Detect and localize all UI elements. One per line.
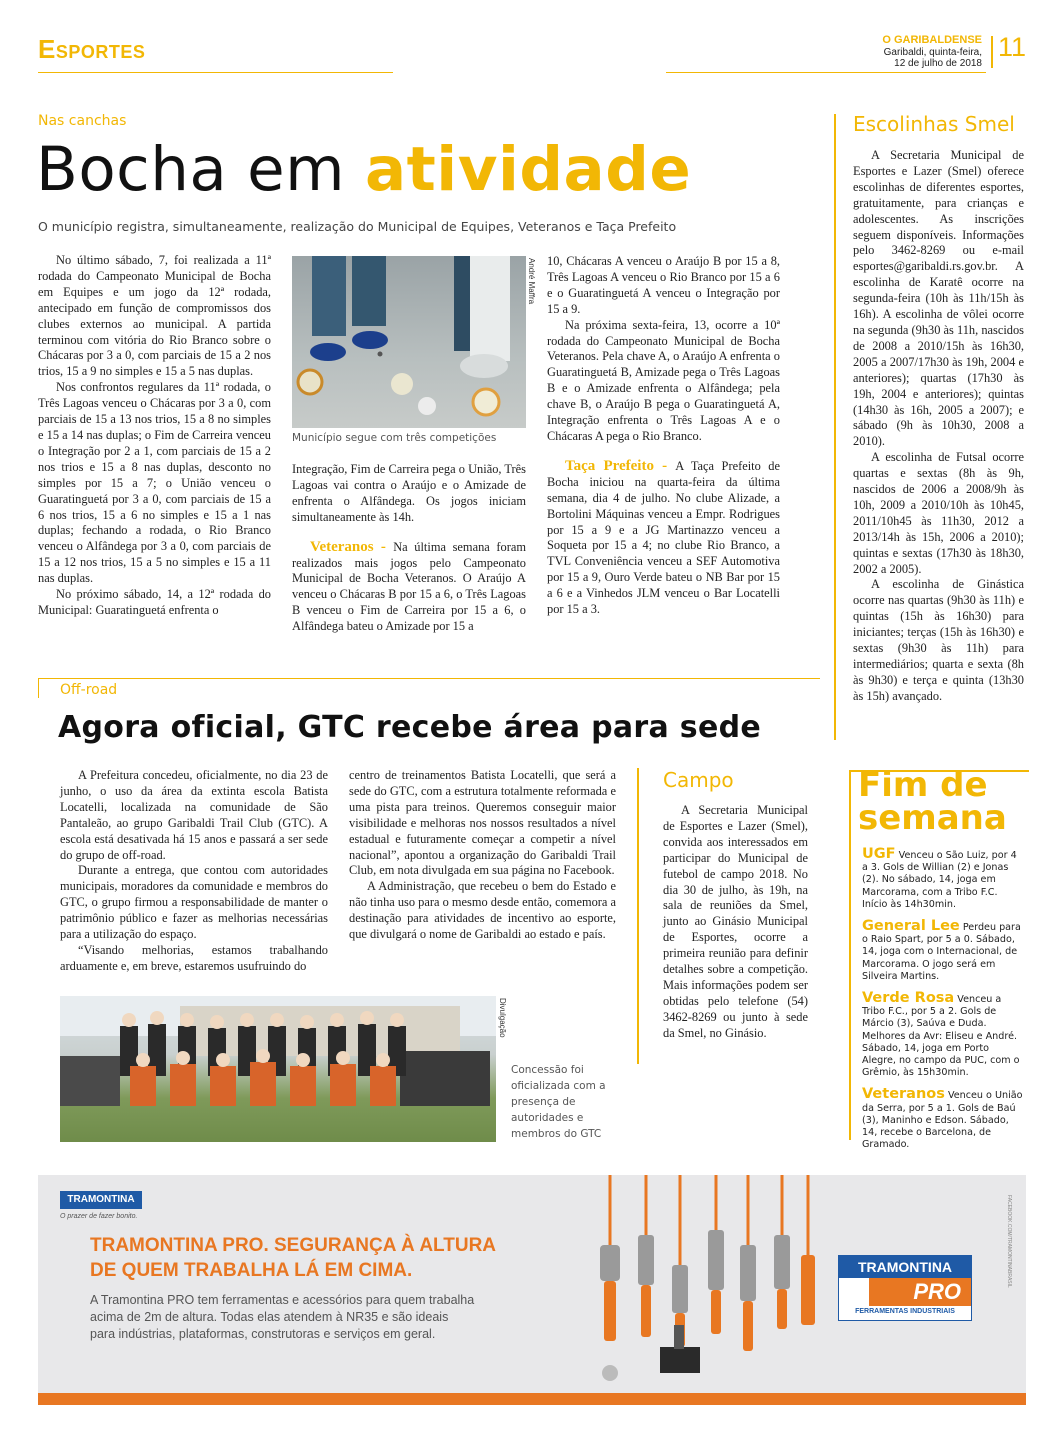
campo-rule — [637, 768, 639, 1064]
fim-de-semana-list — [862, 848, 1024, 1160]
escolinhas-paragraph: A escolinha de Futsal ocorre quartas e sextas (8h às 9h, nascidos de 2006 a 2008/9h às 10h, 2009 a 2010/10h às 10h45, 2011/10h45 às 11h30, 2012 a 2013/14h às 15h, 2006 a 2010); quintas e sextas (17h30 às 18h30, 2002 a 2005). — [853, 450, 1024, 576]
tramontina-ad[interactable] — [38, 1175, 1026, 1405]
article1-paragraph: Nos confrontos regulares da 11ª rodada, o Três Lagoas venceu o Chácaras por 3 a 0, com parciais de 15 a 13 nos trios, 15 a 8 no simples e 15 a 14 nas duplas; o Fim de Carreira venceu o Integração por 2 a 1, com parciais de 15 a 2 nos trios e 15 a 8 nas duplas, desconto no simples por 15 a 7; o União venceu o Guaratinguetá por 3 a 0, com parciais de 15 a 6 nos trios, 15 a 6 no simples e 15 a 1 nas duplas; fechando a rodada, o Rio Branco venceu o Alfândega por 3 a 0, com parciais de 15 a 12 nos trios, 15 a 5 no simples e 15 a 11 nas duplas. — [38, 380, 271, 586]
ad-pro-logo-top: TRAMONTINA — [839, 1256, 971, 1278]
article1-paragraph — [547, 459, 780, 618]
ad-body — [90, 1292, 474, 1343]
bocha-photo-illustration — [292, 256, 526, 428]
dateline — [800, 47, 982, 69]
fim-de-semana-item — [862, 992, 1024, 1079]
escolinhas-rule — [834, 114, 836, 740]
article1-paragraph: Integração, Fim de Carreira pega o União, Três Lagoas vai contra o Araújo e o Amizade de enfrenta o Alfândega. Os jogos iniciam simultaneamente às 14h. — [292, 462, 526, 524]
article2-paragraph: centro de treinamentos Batista Locatelli, que será a sede do GTC, com a estrutura totalmente reformada e uma pista para treinos. Queremos conseguir maior visibilidade e melhoras nos nossos resultados a nível estadual e futuramente começar a competir a nível nacional”, apontou a organização do Garibaldi Trail Club, em nota divulgada em sua página no Facebook. — [349, 768, 616, 878]
article1-subtitle: O município registra, simultaneamente, realização do Municipal de Equipes, Veteranos e Taça Prefeito — [38, 219, 677, 234]
campo-text — [663, 803, 808, 1042]
taca-subhead: Taça Prefeito - — [565, 457, 676, 474]
escolinhas-title: Escolinhas Smel — [853, 112, 1015, 136]
article2-paragraph: Durante a entrega, que contou com autoridades municipais, moradores da comunidade e membros do GTC, o grupo firmou a responsabilidade de manter o patrimônio público e fazer as melhorias necessárias para a utilização do espaço. — [60, 863, 328, 942]
bocha-photo-caption: Município segue com três competições — [292, 432, 497, 444]
ad-pro-logo-sub: FERRAMENTAS INDUSTRIAIS — [855, 1308, 955, 1315]
ad-pro-logo — [838, 1255, 972, 1321]
article1-kicker: Nas canchas — [38, 113, 127, 129]
bocha-photo — [292, 256, 526, 428]
article2-column-2 — [349, 768, 616, 943]
fim-de-semana-title-2: semana — [858, 798, 1007, 838]
team-result: Perdeu para o Raio Spart, por 5 a 0. Sábado, 14, joga com o Internacional, de Marcorama. O jogo será em Silveira Martins. — [862, 922, 1021, 982]
gtc-photo-caption: Concessão foi oficializada com a presença de autoridades e membros do GTC — [511, 1064, 606, 1140]
ad-side-text: FACEBOOK.COM/TRAMONTINABRASIL — [1006, 1195, 1012, 1288]
ad-headline — [90, 1233, 496, 1283]
fim-de-semana-title — [858, 765, 1007, 838]
article2-paragraph: A Prefeitura concedeu, oficialmente, no dia 23 de junho, o uso da área da extinta escola Batista Locatelli, localizada na comunidade de São Pantaleão, ao grupo Garibaldi Trail Club (GTC). A escola está desativada há 15 anos e passará a ser sede do grupo de off-road. — [60, 768, 328, 862]
taca-text: A Taça Prefeito de Bocha iniciou na quarta-feira da última semana, dia 4 de julho. No clube Alizade, a Bortolini Máquinas venceu a Empr. Rodrigues por 15 a 9 e a JG Martinazzo venceu a Soqueta por 15 a 4; no clube Rio Branco, a TVL Conveniência venceu a SEF Automotiva por 15 a 9, Ouro Verde bateu o NB Bar por 15 a 6 e a Vinhedos JLM venceu o Bar Locatelli por 15 a 3. — [547, 458, 780, 617]
fim-de-semana-item — [862, 920, 1024, 983]
article2-title: Agora oficial, GTC recebe área para sede — [58, 710, 762, 745]
article1-title-part1: Bocha em — [36, 134, 346, 205]
gtc-photo-credit: Divulgação — [498, 998, 507, 1038]
header-rule-right — [666, 72, 986, 73]
team-name: Veteranos — [862, 1086, 945, 1103]
article2-paragraph: A Administração, que recebeu o bem do Estado e não tinha uso para o mesmo desde então, comemora a destinação para atividades de incentivo ao esporte, que divulgará o nome de Garibaldi ao estado e país. — [349, 879, 616, 942]
ad-headline-1: TRAMONTINA PRO. SEGURANÇA À ALTURA — [90, 1235, 497, 1256]
ad-body-2: acima de 2m de altura. Todas elas atendem à NR35 e são ideais — [90, 1310, 449, 1324]
ad-brand-tagline: O prazer de fazer bonito. — [60, 1213, 138, 1220]
ad-headline-2: DE QUEM TRABALHA LÁ EM CIMA. — [90, 1260, 413, 1281]
campo-paragraph: A Secretaria Municipal de Esportes e Lazer (Smel), convida aos interessados em participar do Municipal de futebol de campo 2018. No dia 30 de julho, às 19h, na sala de reuniões da Smel, junto ao Ginásio Municipal de Esportes, ocorre a primeira reunião para definir detalhes sobre a competição. Mais informações podem ser obtidas pelo telefone (54) 3462-8269 ou junto à sede da Smel, no Ginásio. — [663, 803, 808, 1040]
fim-de-semana-item — [862, 848, 1024, 911]
team-result: Venceu o São Luiz, por 4 a 3. Gols de Willian (2) e Jonas (2). No sábado, 14, joga em Marcorama, com a Tribo F.C. Início às 14h30min. — [862, 850, 1017, 910]
ad-tools-illustration — [598, 1175, 818, 1390]
ad-brand-badge: TRAMONTINA — [60, 1191, 142, 1209]
page-number-divider — [991, 36, 993, 68]
article1-paragraph: No último sábado, 7, foi realizada a 11ª rodada do Campeonato Municipal de Bocha em Equipes e um jogo da 12ª rodada, antecipado em função de compromissos dos clubes externos ao municipal. A partida terminou com vitória do Rio Branco sobre o Chácaras por 3 a 0, com parciais de 15 a 2 nos trios, 15 a 9 no simples e 15 a 5 nas duplas. — [38, 253, 271, 379]
article1-column-1 — [38, 253, 271, 619]
dateline-line-1: Garibaldi, quinta-feira, — [883, 47, 982, 58]
campo-title: Campo — [663, 768, 734, 792]
team-result: Venceu o União da Serra, por 5 a 1. Gols de Baú (3), Maninho e Edson. Sábado, 14, recebe o Barcelona, de Gramado. — [862, 1090, 1023, 1151]
article1-column-2 — [292, 462, 526, 635]
fim-de-semana-title-1: Fim de — [858, 765, 988, 805]
escolinhas-paragraph: A Secretaria Municipal de Esportes e Lazer (Smel) oferece escolinhas de diferentes esportes, gratuitamente, para crianças e adolescentes. As inscrições seguem disponíveis. Informações pelo 3462-8269 ou e-mail esportes@garibaldi.rs.gov.br. A escolinha de Karatê ocorre na segunda-feira (10h às 11h/15h às 16h). A escolinha de vôlei ocorre na segunda (9h30 às 11h, nascidos de 2008 a 2010/15h às 16h30, 2005 a 2007/17h30 às 19h, 2004 e anteriores); quartas (17h30 às 19h, 2004 e anteriores); quintas (14h30 às 16h, 2005 a 2007); e sábado (9h às 10h30, 2008 a 2010). — [853, 148, 1024, 449]
veteranos-text: Na última semana foram realizados mais jogos pelo Campeonato Municipal de Bocha Veteranos. O Araújo A venceu o Chácaras B por 15 a 6, o Três Lagoas B venceu o Fim de Carreira por 15 a 6, o Alfândega bateu o Amizade por 15 a — [292, 539, 526, 634]
section-title: Esportes — [38, 34, 146, 64]
bocha-photo-credit: André Maffra — [527, 258, 536, 305]
ad-body-1: A Tramontina PRO tem ferramentas e acessórios para quem trabalha — [90, 1293, 475, 1307]
team-result: Venceu a Tribo F.C., por 5 a 2. Gols de Márcio (3), Saúva e Duda. Melhores da Avr: Eliseu e André. Sábado, 14, joga em Porto Alegre, no campo da PUC, com o Grêmio, às 15h30min. — [862, 994, 1020, 1079]
ad-pro-logo-pro: PRO — [869, 1278, 971, 1306]
dateline-line-2: 12 de julho de 2018 — [894, 58, 982, 69]
team-name: General Lee — [862, 918, 960, 935]
article2-column-1 — [60, 768, 328, 975]
gtc-photo-illustration — [60, 996, 496, 1142]
veteranos-subhead: Veteranos - — [310, 538, 394, 555]
article1-column-3 — [547, 254, 780, 618]
ad-bottom-bar — [38, 1393, 1026, 1405]
team-name: Verde Rosa — [862, 990, 955, 1007]
article1-title-part2: atividade — [364, 134, 692, 205]
escolinhas-text — [853, 148, 1024, 705]
article2-rule-top — [38, 678, 820, 679]
article2-kicker: Off-road — [60, 682, 118, 698]
article2-paragraph: “Visando melhorias, estamos trabalhando arduamente e, em breve, estaremos usufruindo do — [60, 942, 328, 973]
header-rule-left — [38, 72, 393, 73]
escolinhas-paragraph: A escolinha de Ginástica ocorre nas quartas (9h30 às 11h) e quintas (15h às 16h30) para iniciantes; terças (15h às 16h30) e sextas (9h30 às 11h) para intermediários; quarta e sexta (8h às 9h30) e terça e quinta (13h30 às 15h) avançado. — [853, 577, 1024, 703]
article1-paragraph — [292, 540, 526, 635]
ad-body-3: para indústrias, plataformas, construtoras e serviços em geral. — [90, 1327, 436, 1341]
page-number: 11 — [998, 32, 1027, 62]
article1-paragraph: No próximo sábado, 14, a 12ª rodada do Municipal: Guaratinguetá enfrenta o — [38, 587, 271, 617]
article1-paragraph: Na próxima sexta-feira, 13, ocorre a 10ª rodada do Campeonato Municipal de Bocha Veteranos. Pela chave A, o Araújo A enfrenta o Guaratinguetá B, Amizade pega o Três Lagoas B e o Amizade enfrenta o Alfândega; pela chave B, o Araújo B pega o Guaratinguetá A, Integração enfrenta o Três Lagoas A e o Chácaras A pega o Rio Branco. — [547, 317, 780, 443]
article1-title — [36, 133, 691, 207]
fim-de-semana-item — [862, 1088, 1024, 1151]
team-name: UGF — [862, 846, 896, 862]
gtc-photo — [60, 996, 496, 1142]
article1-paragraph: 10, Chácaras A venceu o Araújo B por 15 a 8, Três Lagoas A venceu o Rio Branco por 15 a 6 e o Guaratinguetá A venceu o Integração por 15 a 9. — [547, 254, 780, 316]
paper-name: O GARIBALDENSE — [882, 34, 982, 46]
article2-rule-left — [38, 678, 39, 698]
